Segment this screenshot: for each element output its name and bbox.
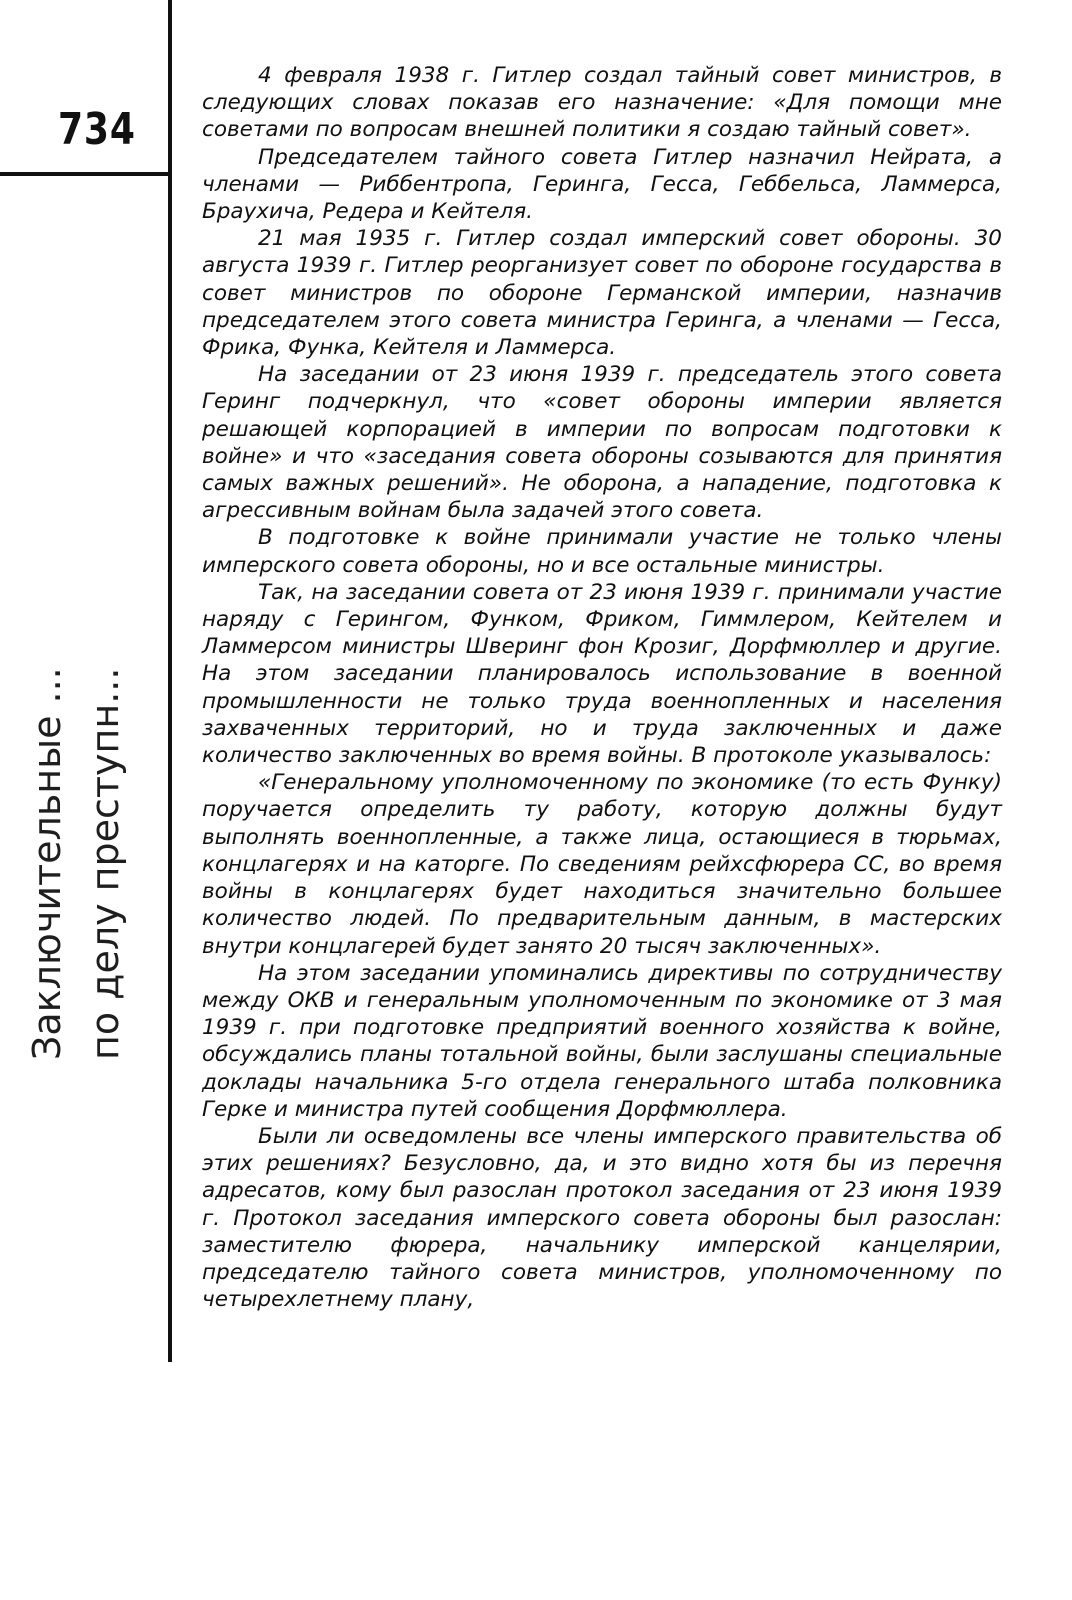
paragraph: Председателем тайного совета Гитлер назначил Нейрата, а членами — Риббентропа, Геринга, Гесса, Геббельса, Ламмерса, Браухича, Редера и Кейтеля. <box>202 144 1002 225</box>
paragraph: 21 мая 1935 г. Гитлер создал имперский совет обороны. 30 августа 1939 г. Гитлер реорганизует совет по обороне государства в совет министров по обороне Германской империи, назначив председателем этого совета министра Геринга, а членами — Гесса, Фрика, Функа, Кейтеля и Ламмерса. <box>202 226 1002 361</box>
paragraph: Так, на заседании совета от 23 июня 1939 г. принимали участие наряду с Герингом, Функом, Фриком, Гиммлером, Кейтелем и Ламмерсом министры Шверинг фон Крозиг, Дорфмюллер и другие. На этом заседании планировалось использование в военной промышленности не только труда военнопленных и населения захваченных территорий, но и труда заключенных и даже количество заключенных во время войны. В протоколе указывалось: <box>202 579 1002 769</box>
paragraph: 4 февраля 1938 г. Гитлер создал тайный совет министров, в следующих словах показав его назначение: «Для помощи мне советами по вопросам внешней политики я создаю тайный совет». <box>202 63 1002 143</box>
side-title-line-1: Заключительные ... <box>25 667 69 1060</box>
paragraph: На заседании от 23 июня 1939 г. председатель этого совета Геринг подчеркнул, что «совет обороны империи является решающей корпорацией в империи по вопросам подготовки к войне» и что «заседания совета обороны созываются для принятия самых важных решений». Не оборона, а нападение, подготовка к агрессивным войнам была задачей этого совета. <box>202 362 1002 524</box>
paragraph: Были ли осведомлены все члены имперского правительства об этих решениях? Безусловно, да, и это видно хотя бы из перечня адресатов, кому был разослан протокол заседания от 23 июня 1939 г. Протокол заседания имперского совета обороны был разослан: заместителю фюрера, начальнику имперской канцелярии, председателю тайного совета министров, уполномоченному по четырехлетнему плану, <box>202 1123 1002 1313</box>
page-number-underline <box>0 172 168 176</box>
side-title-line-2: по делу преступн... <box>83 667 127 1060</box>
quotation-paragraph: «Генеральному уполномоченному по экономике (то есть Функу) поручается определить ту работу, которую должны будут выполнять военнопленные, а также лица, остающиеся в тюрьмах, концлагерях и на каторге. По сведениям рейхсфюрера СС, во время войны в концлагерях будет находиться значительно большее количество людей. По предварительным данным, в мастерских внутри концлагерей будет занято 20 тысяч заключенных». <box>202 770 1002 959</box>
page-number: 734 <box>58 104 136 155</box>
paragraph: В подготовке к войне принимали участие не только члены имперского совета обороны, но и все остальные министры. <box>202 525 1002 578</box>
paragraph: На этом заседании упоминались директивы по сотрудничеству между ОКВ и генеральным уполномоченным по экономике от 3 мая 1939 г. при подготовке предприятий военного хозяйства к войне, обсуждались планы тотальной войны, были заслушаны специальные доклады начальника 5-го отдела генерального штаба полковника Герке и министра путей сообщения Дорфмюллера. <box>202 960 1002 1122</box>
running-side-title <box>18 420 134 1060</box>
body-text <box>202 62 1002 1313</box>
margin-vertical-rule <box>168 0 172 1362</box>
